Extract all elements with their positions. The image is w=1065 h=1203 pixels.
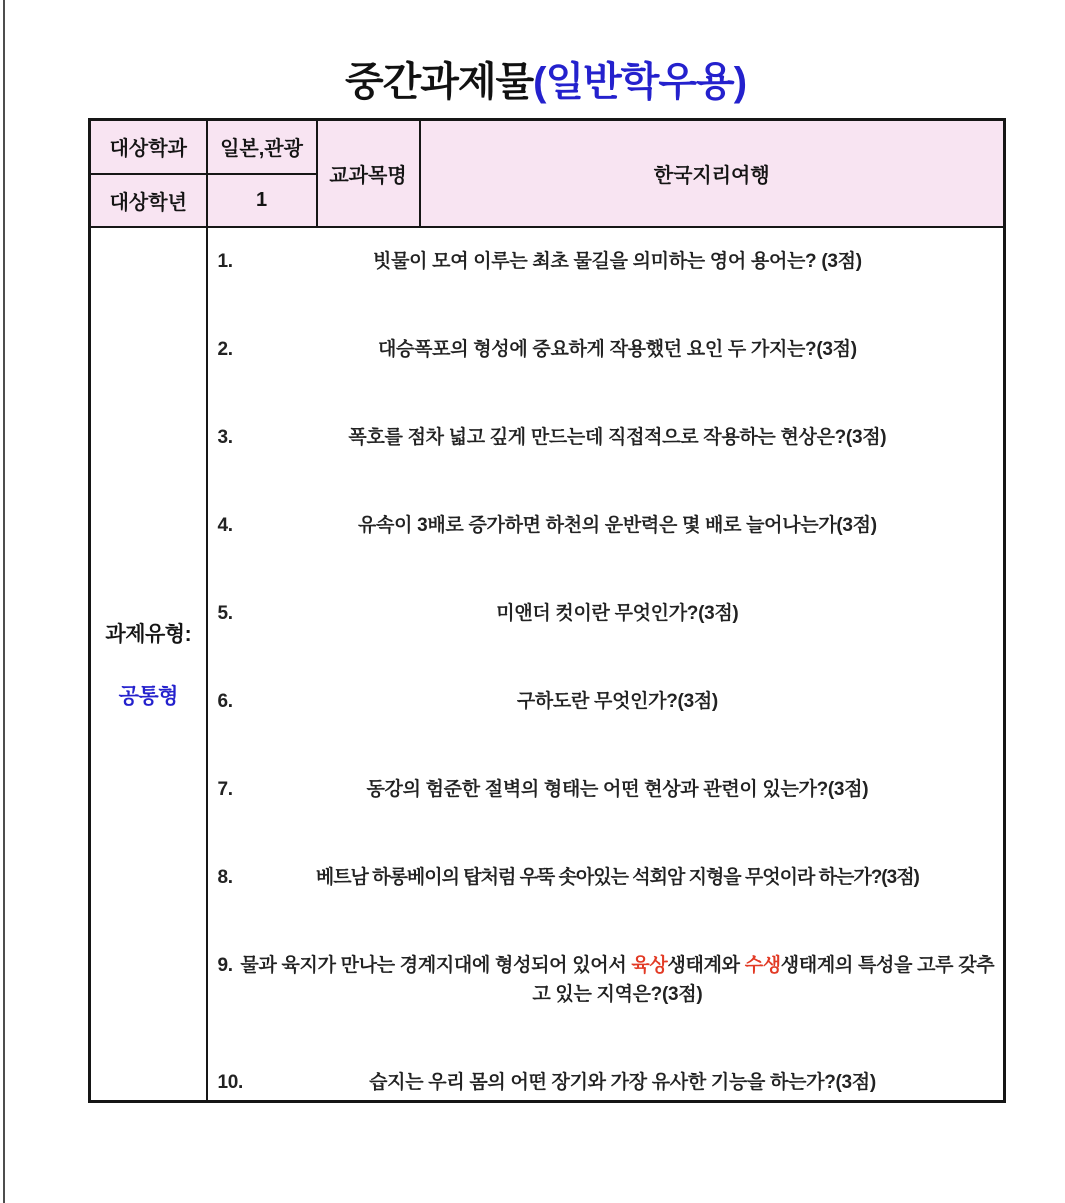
question-item-6 — [218, 687, 996, 716]
question-number: 10. — [217, 1072, 244, 1094]
question-number: 5. — [217, 603, 233, 625]
page-title-highlight: (일반학우용) — [533, 60, 747, 104]
assignment-type-cell — [90, 227, 207, 1102]
question-number: 1. — [217, 251, 233, 273]
question-number: 4. — [217, 515, 233, 537]
highlight-red-terrestrial: 육상 — [631, 955, 668, 977]
question-text-segment: 생태계와 — [667, 955, 745, 977]
question-text: 유속이 3배로 증가하면 하천의 운반력은 몇 배로 늘어나는가(3점) — [357, 515, 877, 537]
highlight-red-aquatic: 수생 — [744, 955, 781, 977]
dept-label-cell: 대상학과 — [90, 120, 207, 174]
question-number: 2. — [217, 339, 233, 361]
question-text: 구하도란 무엇인가?(3점) — [516, 691, 718, 713]
question-item-3 — [218, 423, 996, 452]
question-text — [240, 951, 995, 1009]
question-item-8 — [218, 863, 996, 892]
question-item-9 — [218, 951, 996, 1009]
question-item-4 — [218, 511, 996, 540]
question-text: 습지는 우리 몸의 어떤 장기와 가장 유사한 기능을 하는가?(3점) — [369, 1072, 876, 1094]
question-text: 폭호를 점차 넓고 깊게 만드는데 직접적으로 작용하는 현상은?(3점) — [348, 427, 887, 449]
question-text: 동강의 험준한 절벽의 형태는 어떤 현상과 관련이 있는가?(3점) — [366, 779, 869, 801]
course-name-cell: 한국지리여행 — [420, 120, 1005, 227]
grade-value-cell: 1 — [207, 174, 317, 227]
page-title-main: 중간과제물 — [344, 60, 534, 104]
question-number: 8. — [217, 867, 233, 889]
question-text-segment: 물과 육지가 만나는 경계지대에 형성되어 있어서 — [240, 955, 632, 977]
question-item-7 — [218, 775, 996, 804]
question-item-2 — [218, 335, 996, 364]
assignment-type-value: 공통형 — [118, 684, 178, 708]
course-label-cell: 교과목명 — [317, 120, 420, 227]
questions-cell — [207, 227, 1005, 1102]
page-edge-line — [3, 0, 5, 1203]
dept-value-cell: 일본,관광 — [207, 120, 317, 174]
question-text: 미앤더 컷이란 무엇인가?(3점) — [496, 603, 739, 625]
question-number: 9. — [217, 955, 233, 977]
page-title — [88, 50, 1003, 107]
assignment-info-table — [88, 118, 1006, 1103]
question-text: 베트남 하롱베이의 탑처럼 우뚝 솟아있는 석회암 지형을 무엇이라 하는가?(3점) — [315, 867, 919, 889]
question-list — [208, 230, 1004, 1097]
question-number: 7. — [217, 779, 233, 801]
question-text: 빗물이 모여 이루는 최초 물길을 의미하는 영어 용어는? (3점) — [373, 251, 862, 273]
question-number: 6. — [217, 691, 233, 713]
assignment-type-label: 과제유형: — [105, 622, 192, 646]
question-text: 대승폭포의 형성에 중요하게 작용했던 요인 두 가지는?(3점) — [378, 339, 857, 361]
grade-label-cell: 대상학년 — [90, 174, 207, 227]
question-text-segment: 생태계의 특성을 고루 갖추고 있는 지역은?(3점) — [532, 955, 995, 1006]
question-item-1 — [218, 247, 996, 276]
question-item-5 — [218, 599, 996, 628]
question-item-10 — [218, 1068, 996, 1097]
question-number: 3. — [217, 427, 233, 449]
